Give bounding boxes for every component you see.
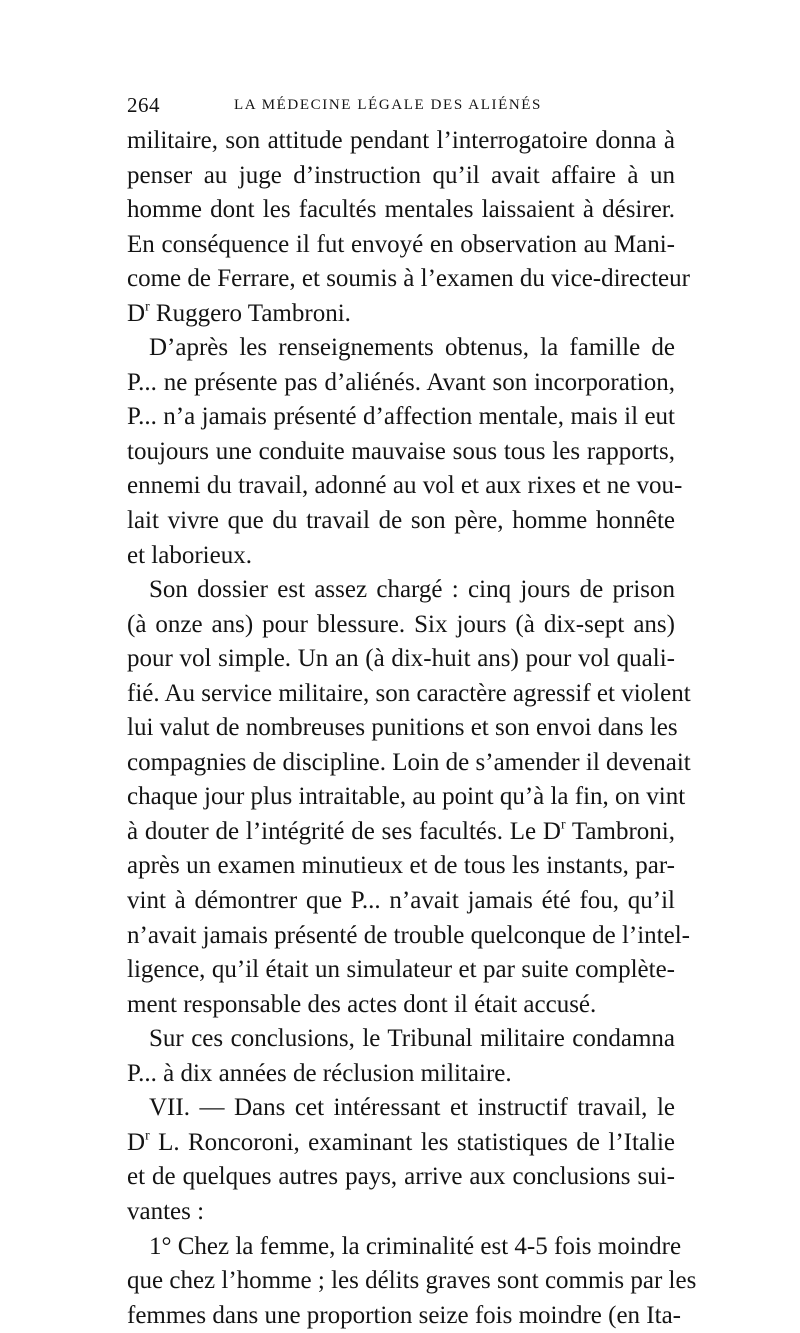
text-line: ment responsable des actes dont il était accusé.: [127, 990, 597, 1018]
text-line: P... ne présente pas d’aliénés. Avant son incorporation,: [127, 368, 675, 396]
text-line: VII. — Dans cet intéressant et instructif travail, le: [149, 1094, 675, 1122]
text-line: vint à démontrer que P... n’avait jamais été fou, qu’il: [127, 887, 675, 915]
text-line: P... n’a jamais présenté d’affection mentale, mais il eut: [127, 403, 675, 431]
text-line: 1° Chez la femme, la criminalité est 4-5 fois moindre: [149, 1232, 682, 1260]
text-line: ligence, qu’il était un simulateur et par suite complète-: [127, 956, 675, 984]
text-line: lait vivre que du travail de son père, homme honnête: [127, 507, 675, 535]
text-line: militaire, son attitude pendant l’interrogatoire donna à: [127, 127, 675, 154]
text-line: à douter de l’intégrité de ses facultés. Le $D^r$ Tambroni,: [127, 816, 675, 845]
running-title: LA MÉDECINE LÉGALE DES ALIÉNÉS: [234, 97, 542, 113]
text-line: P... à dix années de réclusion militaire.: [127, 1059, 512, 1087]
text-line: n’avait jamais présenté de trouble quelconque de l’intel-: [127, 921, 690, 949]
text-line: et de quelques autres pays, arrive aux conclusions sui-: [127, 1163, 675, 1191]
text-line: toujours une conduite mauvaise sous tous les rapports,: [127, 437, 675, 465]
text-line: ennemi du travail, adonné au vol et aux rixes et ne vou-: [127, 472, 683, 500]
text-line: vantes :: [127, 1197, 205, 1225]
text-line: Sur ces conclusions, le Tribunal militaire condamna: [149, 1025, 675, 1053]
text-line: chaque jour plus intraitable, au point qu’à la fin, on vint: [127, 783, 686, 811]
text-line: après un examen minutieux et de tous les instants, par-: [127, 852, 675, 880]
text-line: que chez l’homme ; les délits graves sont commis par les: [127, 1267, 697, 1295]
text-line: Son dossier est assez chargé : cinq jours de prison: [149, 576, 675, 604]
text-line: pour vol simple. Un an (à dix-huit ans) pour vol quali-: [127, 645, 675, 673]
text-line: fié. Au service militaire, son caractère agressif et violent: [127, 679, 691, 707]
text-line: lui valut de nombreuses punitions et son envoi dans les: [127, 714, 678, 742]
text-line: $D^r$ L. Roncoroni, examinant les statistiques de l’Italie: [127, 1127, 676, 1156]
body-text: [127, 124, 697, 1333]
text-line: femmes dans une proportion seize fois moindre (en Ita-: [127, 1301, 681, 1329]
text-line: (à onze ans) pour blessure. Six jours (à dix-sept ans): [127, 610, 675, 638]
text-line: $D^r$ Ruggero Tambroni.: [127, 298, 351, 327]
text-line: En conséquence il fut envoyé en observation au Mani-: [127, 230, 675, 258]
text-line: compagnies de discipline. Loin de s’amender il devenait: [127, 748, 691, 776]
text-line: penser au juge d’instruction qu’il avait affaire à un: [127, 161, 675, 189]
text-line: D’après les renseignements obtenus, la famille de: [149, 334, 675, 362]
page-header: [127, 93, 675, 119]
text-line: come de Ferrare, et soumis à l’examen du vice-directeur: [127, 265, 690, 293]
page-number: 264: [127, 93, 160, 117]
text-line: homme dont les facultés mentales laissaient à désirer.: [127, 196, 675, 224]
text-line: et laborieux.: [127, 541, 252, 569]
